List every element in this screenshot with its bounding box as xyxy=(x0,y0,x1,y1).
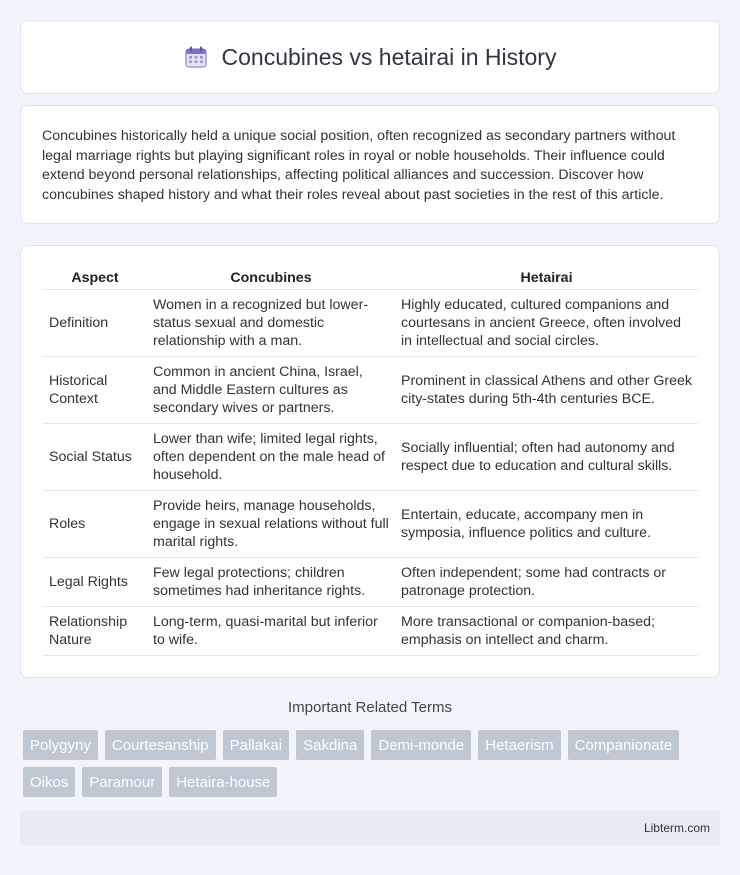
related-term-tag[interactable]: Pallakai xyxy=(223,730,290,760)
concubines-cell: Women in a recognized but lower-status sexual and domestic relationship with a man. xyxy=(147,290,395,357)
table-row xyxy=(43,357,698,424)
related-term-tag[interactable]: Companionate xyxy=(568,730,680,760)
related-term-tag[interactable]: Paramour xyxy=(82,767,162,797)
aspect-cell: Definition xyxy=(43,290,147,357)
aspect-cell: Legal Rights xyxy=(43,558,147,607)
related-term-tag[interactable]: Polygyny xyxy=(23,730,98,760)
table-header-row xyxy=(43,266,698,290)
page-title: Concubines vs hetairai in History xyxy=(221,43,557,70)
comparison-card xyxy=(20,245,720,678)
related-term-tag[interactable]: Oikos xyxy=(23,767,75,797)
comparison-table xyxy=(43,266,698,656)
aspect-cell: Social Status xyxy=(43,424,147,491)
table-row xyxy=(43,558,698,607)
related-term-tag[interactable]: Demi-monde xyxy=(371,730,471,760)
related-term-tag[interactable]: Courtesanship xyxy=(105,730,216,760)
concubines-cell: Provide heirs, manage households, engage in sexual relations without full marital rights. xyxy=(147,491,395,558)
header-hetairai: Hetairai xyxy=(395,266,698,290)
header-concubines: Concubines xyxy=(147,266,395,290)
related-term-tag[interactable]: Hetaira-house xyxy=(169,767,277,797)
table-row xyxy=(43,290,698,357)
related-terms-list xyxy=(23,730,723,797)
footer xyxy=(20,811,720,845)
intro-card xyxy=(20,105,720,224)
concubines-cell: Common in ancient China, Israel, and Middle Eastern cultures as secondary wives or partners. xyxy=(147,357,395,424)
hetairai-cell: More transactional or companion-based; emphasis on intellect and charm. xyxy=(395,607,698,656)
footer-site-link[interactable]: Libterm.com xyxy=(643,821,710,835)
concubines-cell: Lower than wife; limited legal rights, often dependent on the male head of household. xyxy=(147,424,395,491)
related-terms-title: Important Related Terms xyxy=(288,699,452,716)
header-aspect: Aspect xyxy=(43,266,147,290)
aspect-cell: Historical Context xyxy=(43,357,147,424)
hetairai-cell: Often independent; some had contracts or patronage protection. xyxy=(395,558,698,607)
table-row xyxy=(43,607,698,656)
aspect-cell: Roles xyxy=(43,491,147,558)
concubines-cell: Long-term, quasi-marital but inferior to wife. xyxy=(147,607,395,656)
aspect-cell: Relationship Nature xyxy=(43,607,147,656)
intro-text: Concubines historically held a unique social position, often recognized as secondary partners without legal marriage rights but playing significant roles in royal or noble households. Their influence could extend beyond personal relationships, affecting political alliances and succession. Discover how concubines shaped history and what their roles reveal about past societies in the rest of this article. xyxy=(42,128,676,203)
hetairai-cell: Prominent in classical Athens and other Greek city-states during 5th-4th centuries BCE. xyxy=(395,357,698,424)
related-term-tag[interactable]: Sakdina xyxy=(296,730,364,760)
hetairai-cell: Socially influential; often had autonomy and respect due to education and cultural skills. xyxy=(395,424,698,491)
hetairai-cell: Highly educated, cultured companions and courtesans in ancient Greece, often involved in intellectual and social circles. xyxy=(395,290,698,357)
header-card xyxy=(20,20,720,94)
concubines-cell: Few legal protections; children sometimes had inheritance rights. xyxy=(147,558,395,607)
related-term-tag[interactable]: Hetaerism xyxy=(478,730,560,760)
table-row xyxy=(43,424,698,491)
hetairai-cell: Entertain, educate, accompany men in symposia, influence politics and culture. xyxy=(395,491,698,558)
calendar-icon xyxy=(184,45,208,69)
table-row xyxy=(43,491,698,558)
